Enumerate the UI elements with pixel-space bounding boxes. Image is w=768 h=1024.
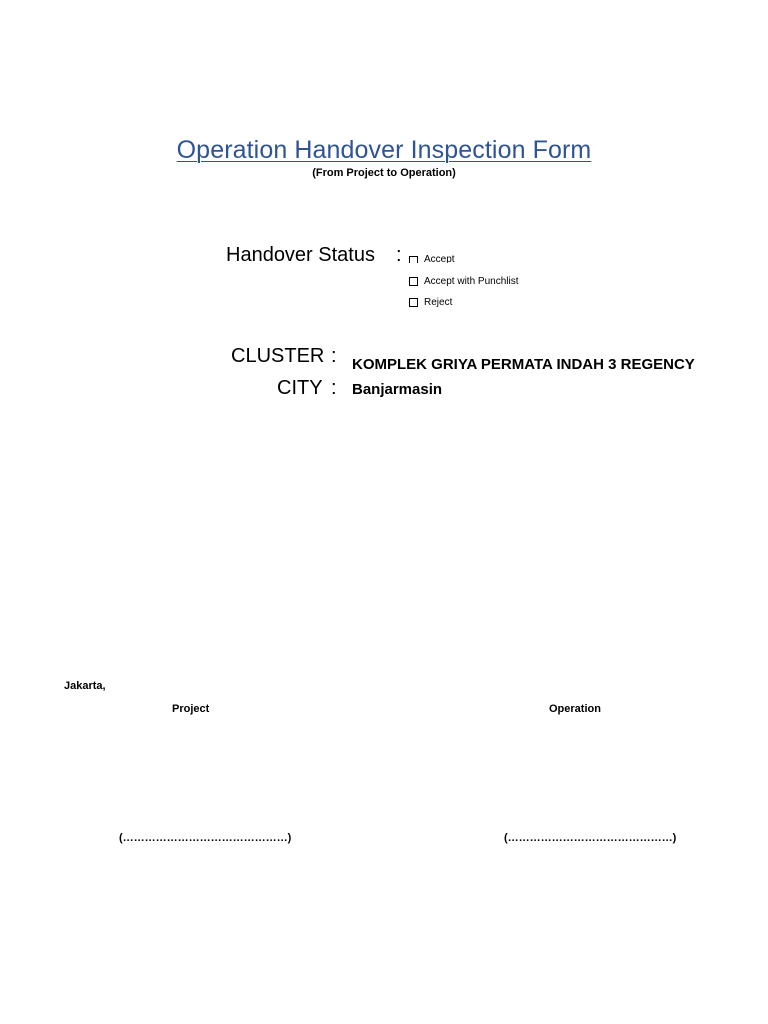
option-accept-label: Accept — [424, 255, 455, 263]
option-reject-label: Reject — [424, 297, 453, 308]
city-label: CITY — [277, 377, 323, 399]
cluster-colon: : — [331, 345, 337, 367]
signature-role-project: Project — [172, 703, 210, 715]
handover-status-label: Handover Status — [226, 244, 375, 266]
signature-role-operation: Operation — [549, 703, 601, 715]
handover-status-colon: : — [396, 244, 402, 266]
checkbox-accept-with-punchlist[interactable] — [409, 277, 418, 286]
checkbox-reject[interactable] — [409, 298, 418, 307]
cluster-label: CLUSTER — [231, 345, 325, 367]
city-colon: : — [331, 377, 337, 399]
form-title — [0, 136, 768, 165]
option-accept-with-punchlist-label: Accept with Punchlist — [424, 276, 519, 287]
signature-line-project: (………………………………………) — [119, 832, 292, 844]
city-value: Banjarmasin — [352, 381, 443, 398]
cluster-value: KOMPLEK GRIYA PERMATA INDAH 3 REGENCY — [352, 356, 695, 373]
signature-place: Jakarta, — [64, 680, 106, 692]
signature-line-operation: (………………………………………) — [504, 832, 677, 844]
form-subtitle: (From Project to Operation) — [312, 167, 456, 179]
option-reject[interactable] — [409, 297, 452, 308]
option-accept-with-punchlist[interactable] — [409, 276, 519, 287]
form-title-text: Operation Handover Inspection Form — [176, 136, 592, 164]
checkbox-accept[interactable] — [409, 256, 418, 263]
option-accept[interactable] — [409, 255, 455, 263]
